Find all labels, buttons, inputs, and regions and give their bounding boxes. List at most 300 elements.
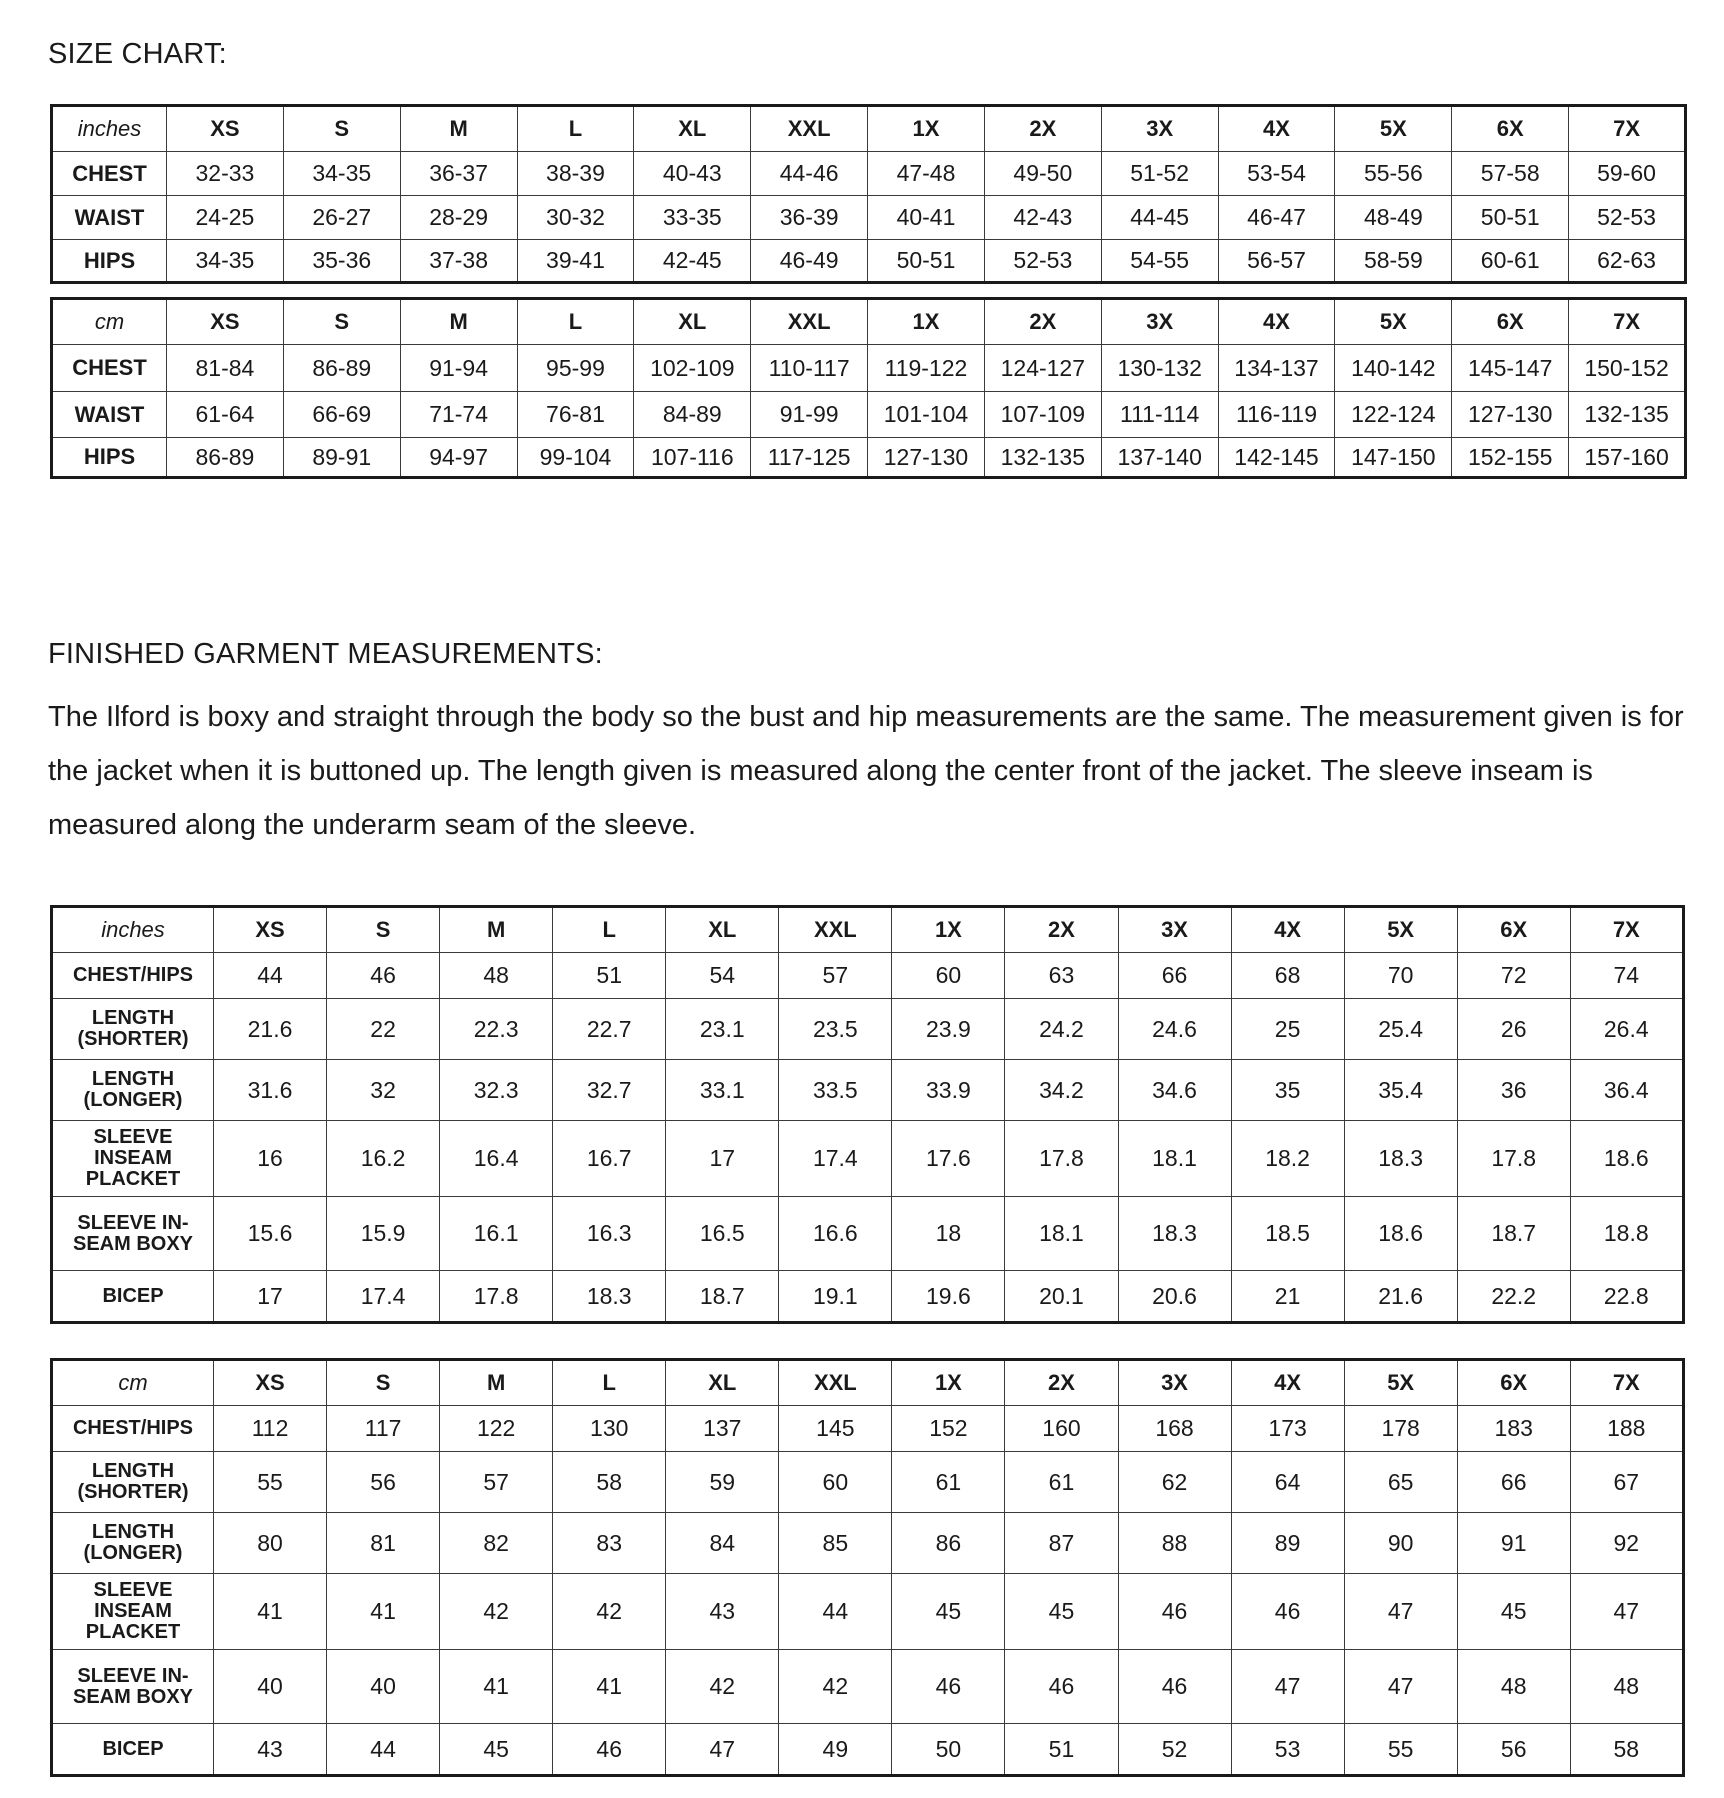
measurement-cell: 52-53 [984,240,1101,283]
measurement-cell: 40 [214,1650,327,1724]
row-label [52,1406,214,1452]
measurement-cell: 18.3 [1344,1121,1457,1197]
size-chart-inches-table [50,104,1687,284]
measurement-cell: 18.7 [1457,1197,1570,1271]
measurement-cell: 57 [779,953,892,999]
size-header: XXL [751,299,868,345]
unit-label: inches [52,907,214,953]
measurement-cell: 183 [1457,1406,1570,1452]
measurement-cell: 18.3 [1118,1197,1231,1271]
row-label-line: CHEST/HIPS [72,964,194,986]
measurement-cell: 15.6 [214,1197,327,1271]
measurement-cell: 42 [553,1574,666,1650]
table-header-row [52,907,1684,953]
measurement-cell: 46 [1118,1650,1231,1724]
measurement-cell: 21.6 [1344,1271,1457,1323]
table-row [52,1271,1684,1323]
row-label [52,1724,214,1776]
measurement-cell: 16.1 [440,1197,553,1271]
size-header: S [283,106,400,152]
measurement-cell: 17.8 [1457,1121,1570,1197]
finished-measurements-description: The Ilford is boxy and straight through the body so the bust and hip measurements are the same. The measurement given is for the jacket when it is buttoned up. The length given is measured along the center front of the jacket. The sleeve inseam is measured along the underarm seam of the sleeve. [48,701,1684,841]
size-header: 6X [1457,907,1570,953]
size-header: 3X [1101,299,1218,345]
measurement-cell: 22.7 [553,999,666,1060]
table-header-row [52,1360,1684,1406]
table-row [52,196,1686,240]
measurement-cell: 45 [1005,1574,1118,1650]
measurement-cell: 21.6 [214,999,327,1060]
measurement-cell: 46 [327,953,440,999]
measurement-cell: 18.5 [1231,1197,1344,1271]
measurement-cell: 23.9 [892,999,1005,1060]
measurement-cell: 152-155 [1452,438,1569,478]
measurement-cell: 47 [1570,1574,1683,1650]
row-label-line: PLACKET [85,1621,181,1643]
table-row [52,1650,1684,1724]
size-header: XXL [779,907,892,953]
measurement-cell: 130-132 [1101,345,1218,392]
measurement-cell: 50-51 [868,240,985,283]
row-label-line: SLEEVE IN- [77,1664,189,1687]
measurement-cell: 55 [1344,1724,1457,1776]
measurement-cell: 45 [892,1574,1005,1650]
measurement-cell: 122 [440,1406,553,1452]
measurement-cell: 52 [1118,1724,1231,1776]
table-row [52,999,1684,1060]
size-header: 2X [984,299,1101,345]
measurement-cell: 44-46 [751,152,868,196]
size-header: L [553,907,666,953]
row-label-line: SEAM BOXY [72,1685,194,1708]
measurement-cell: 47-48 [868,152,985,196]
measurement-cell: 22.8 [1570,1271,1683,1323]
measurement-cell: 41 [440,1650,553,1724]
measurement-cell: 168 [1118,1406,1231,1452]
measurement-cell: 40 [327,1650,440,1724]
measurement-cell: 32.7 [553,1060,666,1121]
table-row [52,1513,1684,1574]
measurement-cell: 127-130 [1452,392,1569,438]
row-label-line: (SHORTER) [77,1028,189,1050]
measurement-cell: 46 [553,1724,666,1776]
measurement-cell: 45 [1457,1574,1570,1650]
measurement-cell: 55-56 [1335,152,1452,196]
size-header: L [553,1360,666,1406]
row-label-line: LENGTH [91,1521,175,1543]
measurement-cell: 51-52 [1101,152,1218,196]
row-label-line: LENGTH [91,1007,175,1029]
measurement-cell: 16.6 [779,1197,892,1271]
measurement-cell: 19.1 [779,1271,892,1323]
measurement-cell: 147-150 [1335,438,1452,478]
row-label: HIPS [52,240,167,283]
measurement-cell: 19.6 [892,1271,1005,1323]
measurement-cell: 74 [1570,953,1683,999]
measurement-cell: 46 [892,1650,1005,1724]
measurement-cell: 22.2 [1457,1271,1570,1323]
row-label [52,999,214,1060]
row-label [52,1197,214,1271]
measurement-cell: 25 [1231,999,1344,1060]
measurement-cell: 54 [666,953,779,999]
measurement-cell: 41 [553,1650,666,1724]
measurement-cell: 35 [1231,1060,1344,1121]
measurement-cell: 85 [779,1513,892,1574]
measurement-cell: 16.2 [327,1121,440,1197]
measurement-cell: 53-54 [1218,152,1335,196]
measurement-cell: 18.6 [1344,1197,1457,1271]
measurement-cell: 28-29 [400,196,517,240]
size-header: 7X [1569,106,1686,152]
row-label [52,1271,214,1323]
row-label-line: CHEST/HIPS [72,1417,194,1439]
measurement-cell: 17.6 [892,1121,1005,1197]
measurement-cell: 23.1 [666,999,779,1060]
measurement-cell: 47 [1344,1574,1457,1650]
measurement-cell: 58-59 [1335,240,1452,283]
measurement-cell: 58 [1570,1724,1683,1776]
measurement-cell: 137 [666,1406,779,1452]
size-header: 4X [1231,907,1344,953]
measurement-cell: 57 [440,1452,553,1513]
row-label-line: SLEEVE [93,1579,173,1601]
measurement-cell: 59-60 [1569,152,1686,196]
measurement-cell: 54-55 [1101,240,1218,283]
measurement-cell: 50 [892,1724,1005,1776]
measurement-cell: 70 [1344,953,1457,999]
measurement-cell: 37-38 [400,240,517,283]
measurement-cell: 26-27 [283,196,400,240]
measurement-cell: 101-104 [868,392,985,438]
row-label: CHEST [52,345,167,392]
table-row [52,1574,1684,1650]
measurement-cell: 48 [1457,1650,1570,1724]
measurement-cell: 33.9 [892,1060,1005,1121]
measurement-cell: 107-116 [634,438,751,478]
measurement-cell: 17.4 [327,1271,440,1323]
size-header: 5X [1344,907,1457,953]
row-label [52,1650,214,1724]
measurement-cell: 48 [440,953,553,999]
size-header: 5X [1335,299,1452,345]
measurement-cell: 91-99 [751,392,868,438]
measurement-cell: 23.5 [779,999,892,1060]
measurement-cell: 66-69 [283,392,400,438]
measurement-cell: 117-125 [751,438,868,478]
measurement-cell: 67 [1570,1452,1683,1513]
row-label [52,1452,214,1513]
table-row [52,953,1684,999]
row-label [52,1574,214,1650]
measurement-cell: 44 [214,953,327,999]
table-row [52,438,1686,478]
measurement-cell: 111-114 [1101,392,1218,438]
table-row [52,1406,1684,1452]
measurement-cell: 42 [440,1574,553,1650]
size-header: 4X [1231,1360,1344,1406]
measurement-cell: 84 [666,1513,779,1574]
measurement-cell: 47 [666,1724,779,1776]
unit-label: cm [52,299,167,345]
size-header: 6X [1452,106,1569,152]
measurement-cell: 62 [1118,1452,1231,1513]
measurement-cell: 124-127 [984,345,1101,392]
size-header: 7X [1569,299,1686,345]
measurement-cell: 57-58 [1452,152,1569,196]
measurement-cell: 52-53 [1569,196,1686,240]
measurement-cell: 60 [892,953,1005,999]
size-header: XL [666,1360,779,1406]
row-label [52,1121,214,1197]
size-header: 1X [868,106,985,152]
measurement-cell: 99-104 [517,438,634,478]
measurement-cell: 86 [892,1513,1005,1574]
row-label-line: LENGTH [91,1460,175,1482]
measurement-cell: 81-84 [167,345,284,392]
row-label-line: (LONGER) [83,1089,183,1111]
measurement-cell: 102-109 [634,345,751,392]
measurement-cell: 116-119 [1218,392,1335,438]
measurement-cell: 132-135 [984,438,1101,478]
measurement-cell: 92 [1570,1513,1683,1574]
measurement-cell: 60-61 [1452,240,1569,283]
measurement-cell: 160 [1005,1406,1118,1452]
measurement-cell: 140-142 [1335,345,1452,392]
table-header-row [52,299,1686,345]
measurement-cell: 71-74 [400,392,517,438]
measurement-cell: 110-117 [751,345,868,392]
measurement-cell: 22.3 [440,999,553,1060]
measurement-cell: 87 [1005,1513,1118,1574]
measurement-cell: 91 [1457,1513,1570,1574]
measurement-cell: 47 [1231,1650,1344,1724]
measurement-cell: 61 [892,1452,1005,1513]
size-header: S [283,299,400,345]
unit-label: inches [52,106,167,152]
table-header-row [52,106,1686,152]
table-row [52,1121,1684,1197]
measurement-cell: 30-32 [517,196,634,240]
measurement-cell: 41 [327,1574,440,1650]
measurement-cell: 16.3 [553,1197,666,1271]
finished-measurements-heading: FINISHED GARMENT MEASUREMENTS: [48,638,603,670]
measurement-cell: 18.3 [553,1271,666,1323]
measurement-cell: 16.7 [553,1121,666,1197]
measurement-cell: 90 [1344,1513,1457,1574]
measurement-cell: 132-135 [1569,392,1686,438]
row-label [52,1513,214,1574]
row-label: WAIST [52,392,167,438]
size-header: 2X [1005,907,1118,953]
measurement-cell: 91-94 [400,345,517,392]
row-label-line: SLEEVE [93,1126,173,1148]
measurement-cell: 63 [1005,953,1118,999]
measurement-cell: 89-91 [283,438,400,478]
size-header: 6X [1452,299,1569,345]
measurement-cell: 65 [1344,1452,1457,1513]
table-row [52,1060,1684,1121]
measurement-cell: 35-36 [283,240,400,283]
measurement-cell: 18.8 [1570,1197,1683,1271]
measurement-cell: 18.2 [1231,1121,1344,1197]
measurement-cell: 24.2 [1005,999,1118,1060]
size-header: XXL [779,1360,892,1406]
measurement-cell: 34-35 [283,152,400,196]
row-label: HIPS [52,438,167,478]
measurement-cell: 16 [214,1121,327,1197]
measurement-cell: 142-145 [1218,438,1335,478]
measurement-cell: 82 [440,1513,553,1574]
measurement-cell: 84-89 [634,392,751,438]
measurement-cell: 94-97 [400,438,517,478]
measurement-cell: 34.2 [1005,1060,1118,1121]
measurement-cell: 88 [1118,1513,1231,1574]
measurement-cell: 36.4 [1570,1060,1683,1121]
measurement-cell: 51 [1005,1724,1118,1776]
measurement-cell: 49-50 [984,152,1101,196]
measurement-cell: 49 [779,1724,892,1776]
measurement-cell: 188 [1570,1406,1683,1452]
measurement-cell: 34-35 [167,240,284,283]
measurement-cell: 44-45 [1101,196,1218,240]
measurement-cell: 51 [553,953,666,999]
measurement-cell: 32 [327,1060,440,1121]
measurement-cell: 173 [1231,1406,1344,1452]
row-label-line: (LONGER) [83,1542,183,1564]
measurement-cell: 150-152 [1569,345,1686,392]
size-header: XS [167,106,284,152]
measurement-cell: 31.6 [214,1060,327,1121]
measurement-cell: 16.4 [440,1121,553,1197]
measurement-cell: 18.6 [1570,1121,1683,1197]
size-header: 1X [892,907,1005,953]
measurement-cell: 66 [1118,953,1231,999]
row-label [52,953,214,999]
table-row [52,240,1686,283]
measurement-cell: 38-39 [517,152,634,196]
measurement-cell: 46-47 [1218,196,1335,240]
measurement-cell: 34.6 [1118,1060,1231,1121]
finished-cm-table [50,1358,1685,1777]
measurement-cell: 25.4 [1344,999,1457,1060]
row-label: WAIST [52,196,167,240]
measurement-cell: 61-64 [167,392,284,438]
table-row [52,1452,1684,1513]
size-header: XXL [751,106,868,152]
measurement-cell: 36 [1457,1060,1570,1121]
measurement-cell: 86-89 [283,345,400,392]
row-label-line: SEAM BOXY [72,1232,194,1255]
measurement-cell: 18.7 [666,1271,779,1323]
measurement-cell: 86-89 [167,438,284,478]
measurement-cell: 32.3 [440,1060,553,1121]
measurement-cell: 145-147 [1452,345,1569,392]
measurement-cell: 64 [1231,1452,1344,1513]
measurement-cell: 45 [440,1724,553,1776]
measurement-cell: 130 [553,1406,666,1452]
row-label-line: INSEAM [94,1147,172,1169]
measurement-cell: 33.1 [666,1060,779,1121]
finished-inches-table [50,905,1685,1324]
size-header: 3X [1118,907,1231,953]
size-header: 2X [1005,1360,1118,1406]
measurement-cell: 20.1 [1005,1271,1118,1323]
measurement-cell: 134-137 [1218,345,1335,392]
row-label: CHEST [52,152,167,196]
measurement-cell: 15.9 [327,1197,440,1271]
table-row [52,1724,1684,1776]
measurement-cell: 18 [892,1197,1005,1271]
measurement-cell: 44 [779,1574,892,1650]
row-label-line: INSEAM [94,1600,172,1622]
measurement-cell: 40-43 [634,152,751,196]
row-label-line: LENGTH [91,1068,175,1090]
measurement-cell: 36-37 [400,152,517,196]
size-header: 3X [1118,1360,1231,1406]
size-header: XS [214,1360,327,1406]
measurement-cell: 127-130 [868,438,985,478]
measurement-cell: 35.4 [1344,1060,1457,1121]
measurement-cell: 107-109 [984,392,1101,438]
size-chart-heading: SIZE CHART: [48,38,227,70]
measurement-cell: 48-49 [1335,196,1452,240]
measurement-cell: 56-57 [1218,240,1335,283]
measurement-cell: 80 [214,1513,327,1574]
measurement-cell: 48 [1570,1650,1683,1724]
size-header: 7X [1570,907,1683,953]
measurement-cell: 61 [1005,1452,1118,1513]
measurement-cell: 42-43 [984,196,1101,240]
measurement-cell: 40-41 [868,196,985,240]
measurement-cell: 33-35 [634,196,751,240]
measurement-cell: 60 [779,1452,892,1513]
size-header: 5X [1344,1360,1457,1406]
measurement-cell: 119-122 [868,345,985,392]
measurement-cell: 42 [666,1650,779,1724]
measurement-cell: 117 [327,1406,440,1452]
measurement-cell: 46 [1118,1574,1231,1650]
size-header: XS [214,907,327,953]
measurement-cell: 46 [1005,1650,1118,1724]
measurement-cell: 17.8 [1005,1121,1118,1197]
measurement-cell: 26 [1457,999,1570,1060]
measurement-cell: 33.5 [779,1060,892,1121]
size-header: XL [634,299,751,345]
measurement-cell: 41 [214,1574,327,1650]
measurement-cell: 21 [1231,1271,1344,1323]
measurement-cell: 72 [1457,953,1570,999]
size-header: 3X [1101,106,1218,152]
size-header: XL [666,907,779,953]
measurement-cell: 76-81 [517,392,634,438]
size-header: S [327,1360,440,1406]
size-header: 4X [1218,106,1335,152]
measurement-cell: 137-140 [1101,438,1218,478]
table-row [52,152,1686,196]
measurement-cell: 53 [1231,1724,1344,1776]
size-header: 6X [1457,1360,1570,1406]
measurement-cell: 36-39 [751,196,868,240]
measurement-cell: 18.1 [1005,1197,1118,1271]
table-row [52,345,1686,392]
table-row [52,392,1686,438]
measurement-cell: 24.6 [1118,999,1231,1060]
measurement-cell: 66 [1457,1452,1570,1513]
measurement-cell: 145 [779,1406,892,1452]
measurement-cell: 43 [214,1724,327,1776]
row-label-line: (SHORTER) [77,1481,189,1503]
